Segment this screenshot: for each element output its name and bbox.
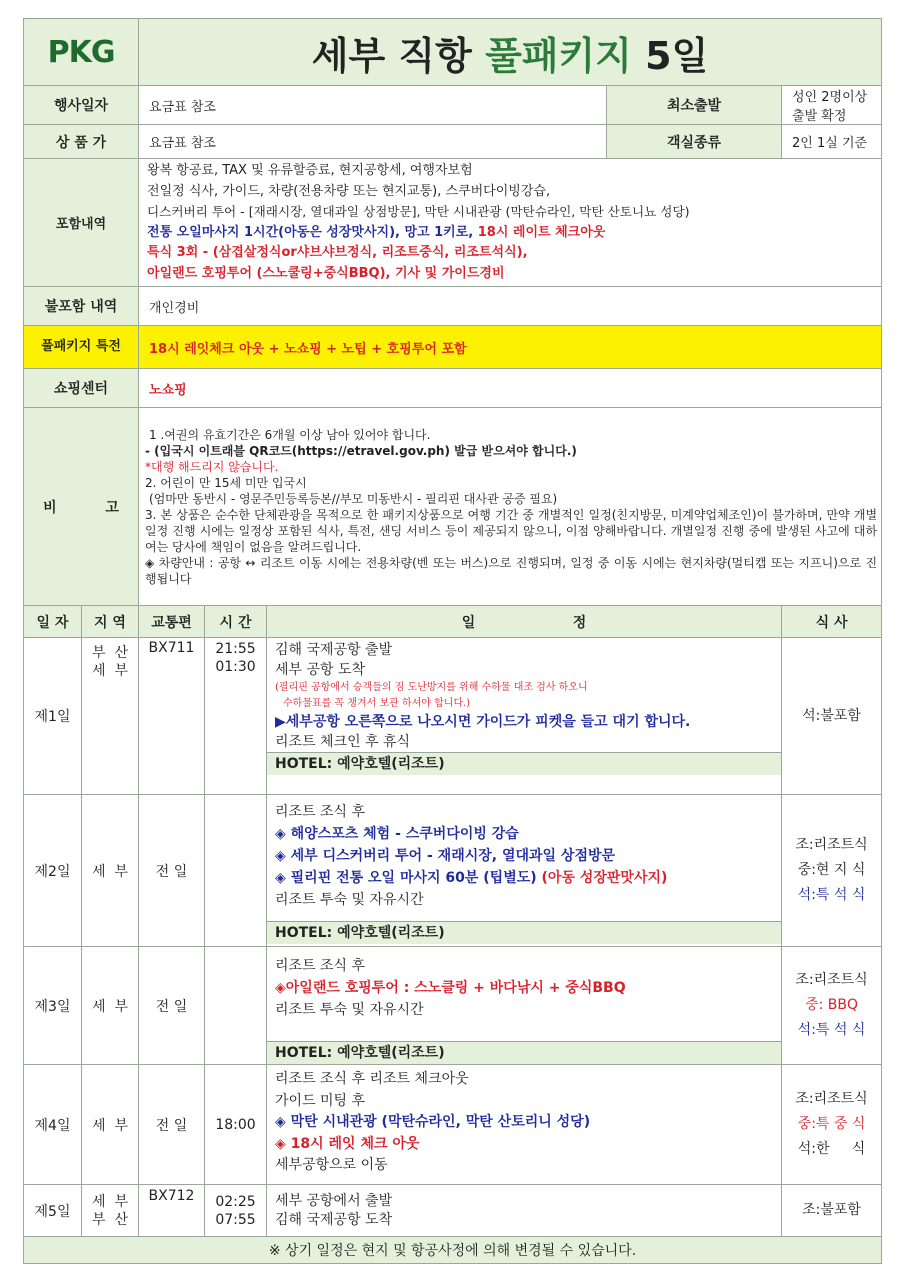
schedule-line: 리조트 투숙 및 자유시간 — [275, 892, 424, 908]
room-type-value: 2인 1실 기준 — [782, 125, 882, 159]
schedule-line: 리조트 조식 후 리조트 체크아웃 — [275, 1071, 469, 1087]
schedule-line: ◈ 막탄 시내관광 (막탄슈라인, 막탄 산토리니 성당) — [275, 1114, 591, 1130]
day-time — [205, 795, 267, 947]
schedule-line: ◈아일랜드 호핑투어 : 스노클링 + 바다낚시 + 중식BBQ — [275, 980, 626, 996]
schedule-line: 리조트 투숙 및 자유시간 — [275, 1002, 424, 1018]
day-label: 제1일 — [24, 638, 82, 795]
day-region: 세 부 — [82, 795, 139, 947]
meal-line: 석:특 석 식 — [797, 887, 866, 903]
shopping-label: 쇼핑센터 — [24, 369, 139, 408]
hotel-bar: HOTEL: 예약호텔(리조트) — [267, 921, 781, 944]
schedule-line: ▶세부공항 오른쪽으로 나오시면 가이드가 피켓을 들고 대기 합니다. — [275, 714, 691, 730]
day-transport: 전 일 — [139, 1065, 205, 1185]
schedule-line: 세부 공항에서 출발 — [275, 1192, 393, 1209]
remarks-content — [139, 408, 882, 606]
meal-line: 조:리조트식 — [795, 1091, 868, 1107]
shopping-value: 노쇼핑 — [139, 369, 882, 408]
col-day: 일 자 — [24, 606, 82, 638]
schedule-line: 가이드 미팅 후 — [275, 1092, 366, 1109]
day-time — [205, 638, 267, 795]
itinerary-sheet — [23, 18, 881, 1264]
date-label: 행사일자 — [24, 86, 139, 125]
day-meal — [782, 795, 882, 947]
time-line: 07:55 — [215, 1211, 256, 1228]
price-value: 요금표 참조 — [139, 125, 607, 159]
remark-paragraph: 3. 본 상품은 순수한 단체관광을 목적으로 한 패키지상품으로 여행 기간 중 개별적인 일정(친지방문, 미계약업체조인)이 불가하며, 만약 개별일정 진행 시에는 일정상 포함된 식사, 특전, 샌딩 서비스 등이 제공되지 않으니, 이점 양해바랍니다. 개별일정 진행 중에 발생된 사고에 대하여는 당사에 책임이 없음을 알려드립니다. — [145, 507, 878, 554]
col-meal: 식 사 — [782, 606, 882, 638]
included-line: 전일정 식사, 가이드, 차량(전용차량 또는 현지교통), 스쿠버다이빙강습, — [147, 183, 551, 199]
hotel-bar: HOTEL: 예약호텔(리조트) — [267, 1041, 781, 1064]
schedule-line: 김해 국제공항 도착 — [275, 1211, 393, 1228]
region-line: 부 산 — [92, 1211, 128, 1228]
special-label: 풀패키지 특전 — [24, 326, 139, 369]
schedule-line: 리조트 조식 후 — [275, 958, 366, 974]
remark-paragraph: ◈ 차량안내 : 공항 ↔ 리조트 이동 시에는 전용차량(벤 또는 버스)으로 진행되며, 일정 중 이동 시에는 현지차량(멀티캡 또는 지프니)으로 진행됩니다 — [145, 555, 878, 586]
remark-line: 1 .여권의 유효기간은 6개월 이상 남아 있어야 합니다. — [149, 427, 431, 442]
included-late-checkout: 18시 레이트 체크아웃 — [473, 224, 606, 240]
day-time — [205, 947, 267, 1065]
col-transport: 교통편 — [139, 606, 205, 638]
min-departure-label: 최소출발 — [607, 86, 782, 125]
room-type-label: 객실종류 — [607, 125, 782, 159]
itinerary-table — [23, 18, 882, 1264]
hotel-bar: HOTEL: 예약호텔(리조트) — [267, 752, 781, 775]
day-meal — [782, 1065, 882, 1185]
region-line: 세 부 — [92, 1193, 128, 1210]
table-row — [24, 795, 882, 947]
schedule-note: 수하물표를 꼭 챙겨서 보관 하셔야 합니다.) — [283, 698, 471, 709]
schedule-line: ◈ 세부 디스커버리 투어 - 재래시장, 열대과일 상점방문 — [275, 848, 616, 864]
excluded-value: 개인경비 — [139, 287, 882, 326]
included-special-meals: 특식 3회 - (삼겹살정식or샤브샤브정식, 리조트중식, 리조트석식), — [147, 245, 528, 260]
date-value: 요금표 참조 — [139, 86, 607, 125]
day-schedule — [267, 638, 782, 795]
table-row — [24, 1185, 882, 1237]
table-row — [24, 947, 882, 1065]
meal-line: 석:한 식 — [797, 1141, 866, 1157]
meal-line: 조:리조트식 — [795, 972, 868, 988]
schedule-line: ◈ 필리핀 전통 오일 마사지 60분 (팁별도) — [275, 870, 537, 886]
time-line: 02:25 — [215, 1193, 256, 1210]
footer-note: ※ 상기 일정은 현지 및 항공사정에 의해 변경될 수 있습니다. — [24, 1237, 882, 1264]
title-part1: 세부 직항 — [311, 33, 472, 78]
day-time: 18:00 — [205, 1065, 267, 1185]
day-label: 제4일 — [24, 1065, 82, 1185]
remarks-label: 비 고 — [24, 408, 139, 606]
included-massage: 전통 오일마사지 1시간(아동은 성장맛사지), 망고 1키로, — [147, 224, 474, 240]
schedule-line: 리조트 체크인 후 휴식 — [275, 734, 411, 750]
remark-line: (엄마만 동반시 - 영문주민등록등본//부모 미동반시 - 필리핀 대사관 공증 필요) — [149, 491, 558, 506]
schedule-line: 김해 국제공항 출발 — [275, 642, 393, 658]
day-schedule — [267, 947, 782, 1065]
schedule-note: (필리핀 공항에서 승객들의 짐 도난방지를 위해 수하물 대조 검사 하오니 — [275, 682, 588, 693]
included-line: 왕복 항공료, TAX 및 유류할증료, 현지공항세, 여행자보험 — [147, 163, 473, 178]
day-label: 제3일 — [24, 947, 82, 1065]
day-meal: 석:불포함 — [782, 638, 882, 795]
meal-line: 석:특 석 식 — [797, 1022, 866, 1038]
day-region — [82, 1185, 139, 1237]
day-transport: 전 일 — [139, 947, 205, 1065]
day-region: 세 부 — [82, 947, 139, 1065]
included-label: 포함내역 — [24, 159, 139, 287]
schedule-line: 세부 공항 도착 — [275, 662, 366, 678]
day-transport: 전 일 — [139, 795, 205, 947]
time-line: 21:55 — [215, 641, 256, 657]
included-content — [139, 159, 882, 287]
day-schedule — [267, 1065, 782, 1185]
price-label: 상 품 가 — [24, 125, 139, 159]
remark-line: - (입국시 이트래블 QR코드(https://etravel.gov.ph) 발급 받으셔야 합니다.) — [145, 443, 577, 458]
title-part2: 풀패키지 — [485, 33, 632, 78]
col-schedule: 일 정 — [267, 606, 782, 638]
schedule-line: 리조트 조식 후 — [275, 804, 366, 820]
day-transport: BX711 — [139, 638, 205, 795]
table-row — [24, 1065, 882, 1185]
pkg-badge: PKG — [24, 19, 139, 86]
meal-line: 조:리조트식 — [795, 837, 868, 853]
title-part3: 5일 — [645, 33, 709, 78]
time-line: 01:30 — [215, 659, 256, 675]
day-meal — [782, 947, 882, 1065]
col-time: 시 간 — [205, 606, 267, 638]
day-region: 세 부 — [82, 1065, 139, 1185]
day-label: 제5일 — [24, 1185, 82, 1237]
special-value: 18시 레잇체크 아웃 + 노쇼핑 + 노팁 + 호핑투어 포함 — [139, 326, 882, 369]
excluded-label: 불포함 내역 — [24, 287, 139, 326]
page-title — [139, 19, 882, 86]
day-transport: BX712 — [139, 1185, 205, 1237]
min-departure-value: 성인 2명이상 출발 확정 — [782, 86, 882, 125]
schedule-line: ◈ 해양스포츠 체험 - 스쿠버다이빙 강습 — [275, 826, 519, 842]
day-meal: 조:불포함 — [782, 1185, 882, 1237]
col-region: 지 역 — [82, 606, 139, 638]
day-schedule — [267, 795, 782, 947]
day-region — [82, 638, 139, 795]
meal-line: 중: BBQ — [805, 997, 858, 1013]
day-label: 제2일 — [24, 795, 82, 947]
meal-line: 중:특 중 식 — [797, 1116, 866, 1132]
day-schedule — [267, 1185, 782, 1237]
day-time — [205, 1185, 267, 1237]
remark-line: 2. 어린이 만 15세 미만 입국시 — [145, 475, 307, 490]
schedule-line: (아동 성장판맛사지) — [536, 870, 668, 886]
included-line: 디스커버리 투어 - [재래시장, 열대과일 상점방문], 막탄 시내관광 (막탄슈라인, 막탄 산토니뇨 성당) — [147, 204, 690, 219]
schedule-line: ◈ 18시 레잇 체크 아웃 — [275, 1135, 420, 1152]
meal-line: 중:현 지 식 — [797, 862, 866, 878]
schedule-line: 세부공항으로 이동 — [275, 1157, 388, 1173]
remark-line: *대행 해드리지 않습니다. — [145, 459, 279, 474]
included-hopping: 아일랜드 호핑투어 (스노쿨링+중식BBQ), 기사 및 가이드경비 — [147, 265, 505, 281]
region-line: 부 산 — [92, 645, 128, 661]
region-line: 세 부 — [92, 663, 128, 679]
table-row — [24, 638, 882, 795]
